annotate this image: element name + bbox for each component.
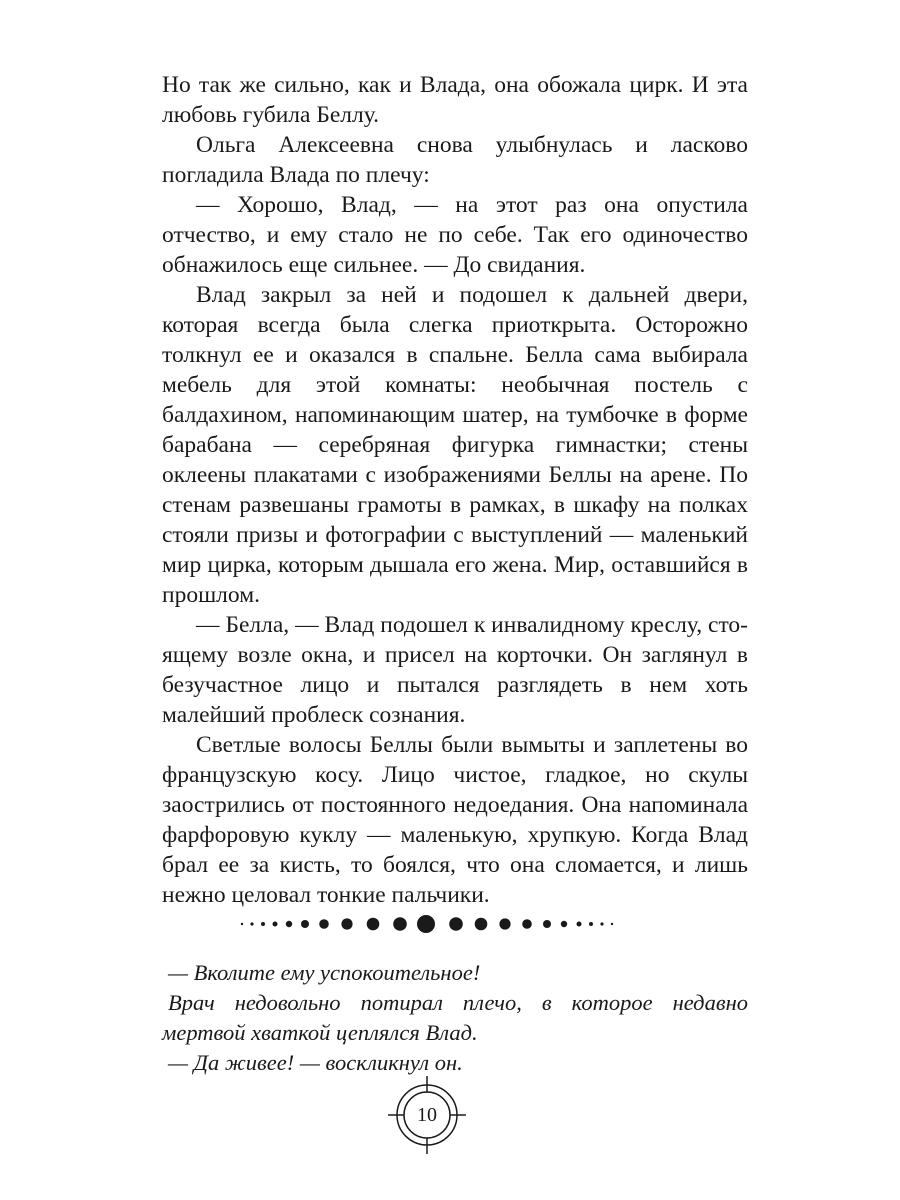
italic-line-3: — Да живее! — воскликнул он. — [168, 1050, 463, 1075]
paragraph-4: Влад закрыл за ней и подошел к дальней двери, которая всегда была слегка приоткрыта. Осторожно толкнул ее и оказался в спальне. Белла сама выбирала мебель для этой комнаты: необычная постель с балдахином, напоминающим шатер, на тумбочке в форме барабана — серебряная фигурка гимнастки; стены оклеены плакатами с изображениями Беллы на арене. По стенам развешаны грамоты в рамках, в шкафу на полках стояли призы и фотографии с выступлений — маленький мир цирка, которым дышала его жена. Мир, оставшийся в прошлом. — [162, 282, 748, 608]
paragraph-5: — Белла, — Влад подошел к инвалидному креслу, стоящему возле окна, и присел на корточки. Он заглянул в безучастное лицо и пытался разглядеть в нем хоть малейший проблеск сознания. — [162, 612, 748, 728]
italic-line-1: — Вколите ему успокоительное! — [168, 960, 481, 985]
dot-separator — [240, 912, 660, 936]
dot-separator-graphic — [240, 912, 660, 936]
paragraph-1: Но так же сильно, как и Влада, она обожала цирк. И эта любовь губила Беллу. — [162, 72, 748, 128]
paragraph-2: Ольга Алексеевна снова улыбнулась и ласково погладила Влада по плечу: — [162, 132, 748, 188]
italic-line-2: Врач недовольно потирал плечо, в которое недавно мертвой хваткой цеплялся Влад. — [162, 990, 748, 1045]
paragraph-6: Светлые волосы Беллы были вымыты и заплетены во французскую косу. Лицо чистое, гладкое, но скулы заострились от постоянного недоедания. Она напоминала фарфоровую куклу — маленькую, хрупкую. Когда Влад брал ее за кисть, то боялся, что она сломается, и лишь нежно целовал тонкие пальчики. — [162, 732, 748, 908]
main-text — [162, 70, 748, 910]
italic-scene — [162, 958, 748, 1078]
page-number: 10 — [417, 1104, 437, 1126]
page-number-badge — [386, 1074, 468, 1156]
paragraph-3: — Хорошо, Влад, — на этот раз она опустила отчество, и ему стало не по себе. Так его одиночество обнажилось еще сильнее. — До свидания. — [162, 192, 748, 278]
